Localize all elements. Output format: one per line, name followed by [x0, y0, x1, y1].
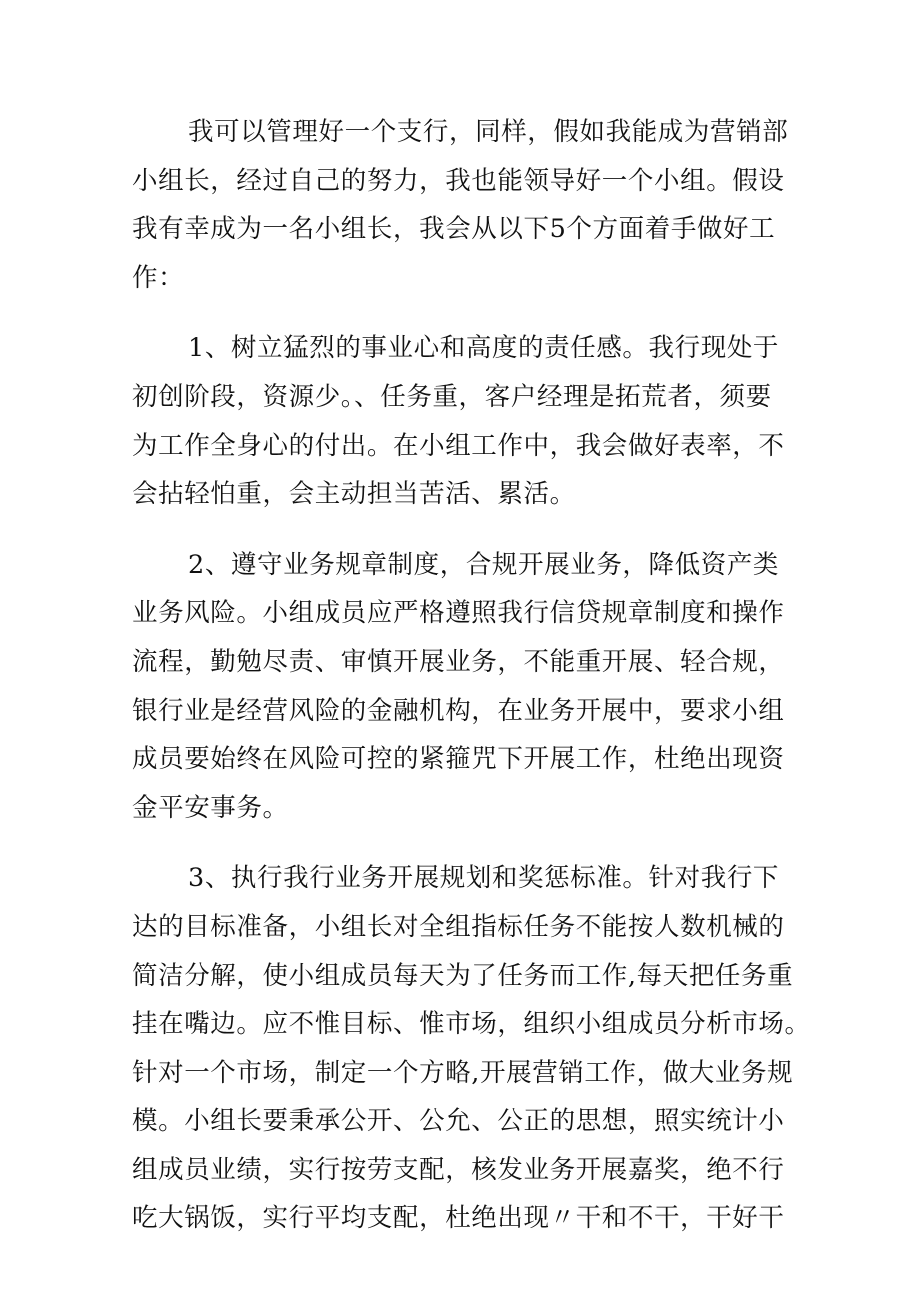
text-line: 2、遵守业务规章制度，合规开展业务，降低资产类 [188, 549, 780, 580]
text-line: 挂在嘴边。应不惟目标、惟市场，组织小组成员分析市场。 [132, 1009, 811, 1040]
text-line: 吃大锅饭，实行平均支配，杜绝出现〃干和不干，干好干 [132, 1203, 785, 1234]
text-line: 成员要始终在风险可控的紧箍咒下开展工作，杜绝出现资 [132, 744, 785, 775]
text-line: 组成员业绩，实行按劳支配，核发业务开展嘉奖，绝不行 [132, 1154, 785, 1185]
text-line: 3、执行我行业务开展规划和奖惩标准。针对我行下 [188, 863, 780, 894]
text-line: 流程，勤勉尽责、审慎开展业务，不能重开展、轻合规， [132, 646, 785, 677]
text-line: 为工作全身心的付出。在小组工作中，我会做好表率，不 [132, 430, 785, 461]
document-body [132, 108, 811, 1265]
text-line: 银行业是经营风险的金融机构，在业务开展中，要求小组 [132, 695, 785, 726]
text-line: 模。小组长要秉承公开、公允、公正的思想，照实统计小 [132, 1106, 785, 1137]
text-line: 我有幸成为一名小组长，我会从以下5个方面着手做好工 [132, 214, 776, 245]
text-line: 作： [132, 262, 185, 293]
text-line: 金平安事务。 [132, 792, 289, 823]
text-line: 业务风险。小组成员应严格遵照我行信贷规章制度和操作 [132, 598, 785, 629]
paragraph-point-1 [132, 324, 808, 518]
text-line: 针对一个市场，制定一个方略,开展营销工作，做大业务规 [132, 1057, 794, 1088]
text-line: 简洁分解，使小组成员每天为了任务而工作,每天把任务重 [132, 960, 794, 991]
text-line: 小组长，经过自己的努力，我也能领导好一个小组。假设 [132, 165, 785, 196]
text-line: 达的目标准备，小组长对全组指标任务不能按人数机械的 [132, 911, 785, 942]
text-line: 我可以管理好一个支行，同样，假如我能成为营销部 [188, 117, 789, 147]
paragraph-point-3 [132, 854, 811, 1243]
paragraph-intro [132, 108, 808, 302]
text-line: 1、树立猛烈的事业心和高度的责任感。我行现处于 [188, 333, 780, 364]
text-line: 会拈轻怕重，会主动担当苦活、累活。 [132, 479, 576, 510]
text-line: 初创阶段，资源少。、任务重，客户经理是拓荒者，须要 [132, 381, 772, 412]
paragraph-point-2 [132, 541, 808, 833]
